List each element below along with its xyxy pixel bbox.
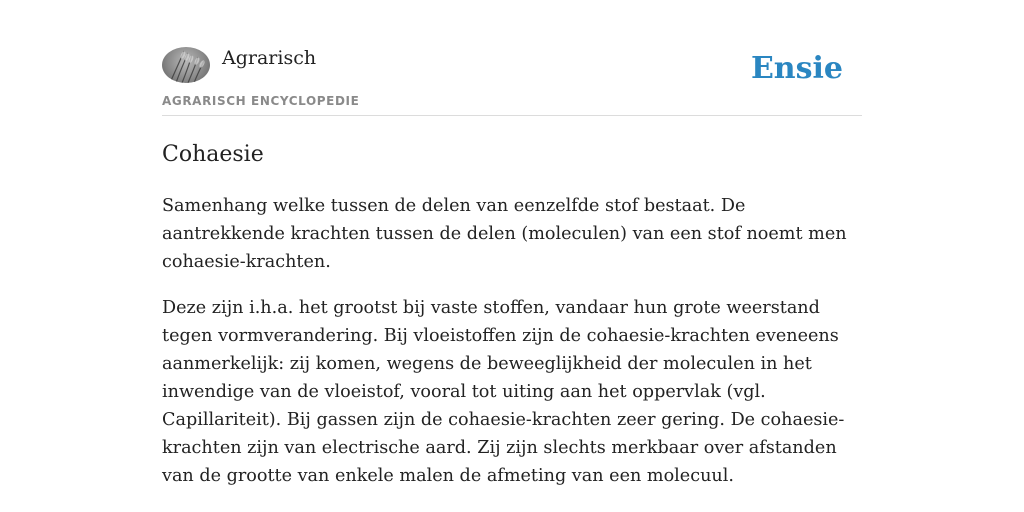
wheat-icon[interactable]: [162, 47, 210, 83]
article-paragraph: Deze zijn i.h.a. het grootst bij vaste stoffen, vandaar hun grote weerstand tegen vormverandering. Bij vloeistoffen zijn de cohaesie-krachten eveneens aanmerkelijk: zij komen, wegens de beweeglijkheid der moleculen in het inwendige van de vloeistof, vooral tot uiting aan het oppervlak (vgl. Capillariteit). Bij gassen zijn de cohaesie-krachten zeer gering. De cohaesie-krachten zijn van electrische aard. Zij zijn slechts merkbaar over afstanden van de grootte van enkele malen de afmeting van een molecuul.: [162, 298, 845, 486]
article-body: [162, 192, 862, 508]
article-title: Cohaesie: [162, 142, 264, 167]
header: [162, 0, 862, 116]
dictionary-subtitle: AGRARISCH ENCYCLOPEDIE: [162, 94, 360, 108]
dictionary-name[interactable]: Agrarisch: [222, 47, 317, 69]
article-paragraph: Samenhang welke tussen de delen van eenzelfde stof bestaat. De aantrekkende krachten tussen de delen (moleculen) van een stof noemt men cohaesie-krachten.: [162, 196, 847, 272]
brand-logo[interactable]: Ensie: [750, 51, 843, 86]
page: [162, 0, 862, 486]
